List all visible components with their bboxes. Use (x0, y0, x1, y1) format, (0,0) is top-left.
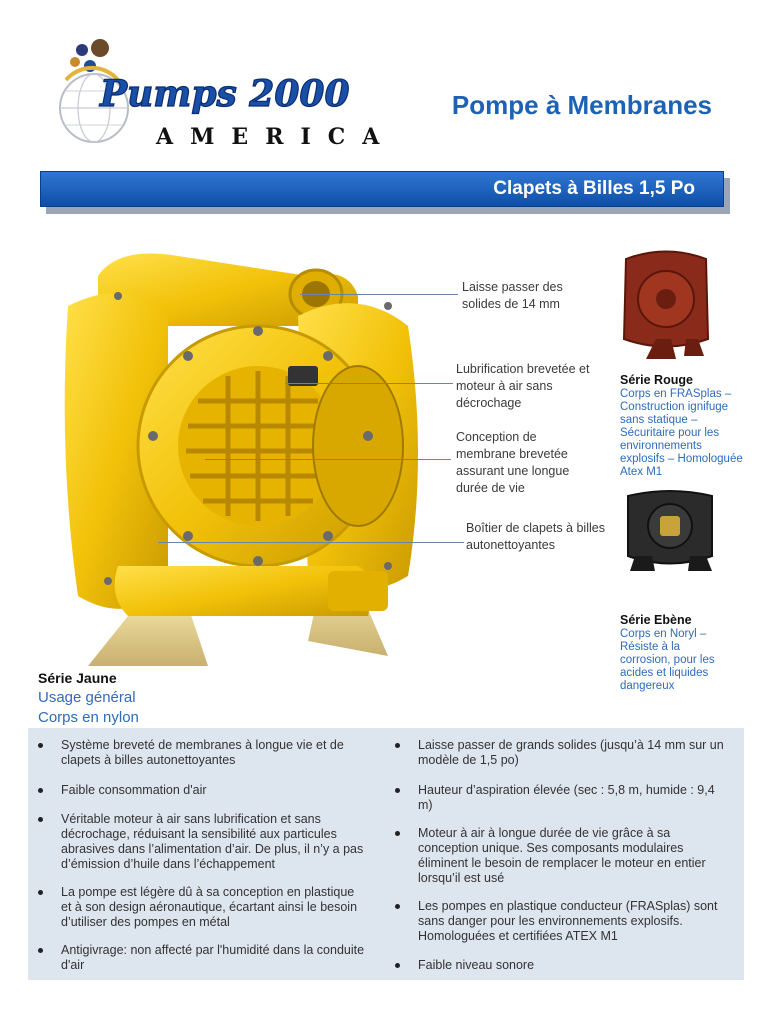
callout-lubrication-line2: moteur à air sans (456, 379, 553, 393)
series-black-desc-line: acides et liquides (620, 667, 709, 679)
main-pump-image (58, 236, 438, 676)
black-pump-image (620, 486, 720, 576)
callout-diaphragm-line2: membrane brevetée (456, 447, 568, 461)
feature-line: abrasives dans l’alimentation d’air. De plus, il n’y a pas (61, 842, 364, 856)
series-black-description (620, 628, 715, 693)
callout-ball-valve-line2: autonettoyantes (466, 538, 555, 552)
callout-lubrication (456, 361, 589, 412)
feature-line: Moteur à air à longue durée de vie grâce à sa (418, 826, 671, 840)
feature-right-4 (418, 899, 717, 944)
feature-left-2 (61, 783, 207, 798)
title-bar (40, 171, 724, 207)
series-red-desc-line: environnements (620, 440, 702, 452)
series-red-desc-line: Atex M1 (620, 466, 663, 478)
callout-line-2 (285, 383, 453, 384)
feature-line: conception unique. Ses composants modulaires (418, 841, 684, 855)
bullet-icon (38, 743, 43, 748)
series-black-desc-line: Résiste à la (620, 641, 681, 653)
feature-left-1 (61, 738, 344, 768)
callout-solids-line2: solides de 14 mm (462, 297, 560, 311)
bullet-icon (395, 904, 400, 909)
series-red-desc-line: Sécuritaire pour les (620, 427, 720, 439)
logo-graphic (56, 36, 397, 156)
feature-line: et à son design aéronautique, écartant ainsi le besoin (61, 900, 358, 914)
bullet-icon (395, 743, 400, 748)
callout-lubrication-line1: Lubrification brevetée et (456, 362, 590, 376)
feature-line: m) (418, 798, 433, 812)
feature-right-5 (418, 958, 534, 973)
feature-line: Les pompes en plastique conducteur (FRASplas) sont (418, 899, 718, 913)
callout-line-1 (300, 294, 458, 295)
red-pump-image (616, 244, 716, 364)
feature-left-4 (61, 885, 357, 930)
title-bar-text: Clapets à Billes 1,5 Po (493, 178, 695, 199)
callout-ball-valve-line1: Boîtier de clapets à billes (466, 521, 605, 535)
bullet-icon (38, 890, 43, 895)
bullet-icon (38, 817, 43, 822)
feature-left-5 (61, 943, 364, 973)
callout-ball-valve (466, 520, 605, 554)
series-red-desc-line: explosifs – Homologuée (620, 453, 743, 465)
feature-right-2 (418, 783, 715, 813)
feature-line: clapets à billes autonettoyantes (61, 753, 236, 767)
callout-line-3 (205, 459, 451, 460)
bullet-icon (38, 788, 43, 793)
feature-line: Laisse passer de grands solides (jusqu’à 14 mm sur un (418, 738, 724, 752)
feature-line: Système breveté de membranes à longue vie et de (61, 738, 344, 752)
feature-right-3 (418, 826, 706, 886)
callout-line-4 (158, 542, 464, 543)
series-yellow-title: Série Jaune (38, 670, 117, 686)
feature-line: Véritable moteur à air sans lubrification et sans (61, 812, 321, 826)
feature-right-1 (418, 738, 724, 768)
series-red-desc-line: sans statique – (620, 414, 698, 426)
feature-line: lorsqu’il est usé (418, 871, 505, 885)
feature-line: Antigivrage: non affecté par l'humidité dans la conduite (61, 943, 365, 957)
series-red-title: Série Rouge (620, 373, 693, 387)
feature-line: La pompe est légère dû à sa conception en plastique (61, 885, 355, 899)
company-logo (56, 36, 397, 156)
bullet-icon (395, 963, 400, 968)
logo-brand-text: Pumps 2000 (100, 73, 350, 115)
feature-line: d'air (61, 958, 85, 972)
feature-line: d’utiliser des pompes en métal (61, 915, 230, 929)
series-black-title: Série Ebène (620, 613, 692, 627)
callout-diaphragm-line4: durée de vie (456, 481, 525, 495)
callout-diaphragm (456, 429, 569, 497)
feature-line: décrochage, réduisant la sensibilité aux particules (61, 827, 337, 841)
page-title: Pompe à Membranes (451, 90, 712, 120)
callout-diaphragm-line1: Conception de (456, 430, 537, 444)
bullet-icon (395, 831, 400, 836)
feature-line: Faible consommation d'air (61, 783, 207, 797)
series-yellow-body: Corps en nylon (38, 709, 139, 726)
callout-solids (462, 279, 563, 313)
series-yellow-usage: Usage général (38, 689, 136, 706)
feature-line: Faible niveau sonore (418, 958, 535, 972)
feature-line: éliminent le besoin de remplacer le moteur en entier (418, 856, 706, 870)
bullet-icon (395, 788, 400, 793)
series-red-desc-line: Construction ignifuge (620, 401, 729, 413)
series-red-desc-line: Corps en FRASplas – (620, 388, 732, 400)
feature-line: Hauteur d’aspiration élevée (sec : 5,8 m, humide : 9,4 (418, 783, 715, 797)
series-red-description (620, 388, 743, 479)
callout-lubrication-line3: décrochage (456, 396, 522, 410)
feature-line: d’émission d’huile dans l’échappement (61, 857, 276, 871)
feature-line: Homologuées et certifiées ATEX M1 (418, 929, 618, 943)
series-black-desc-line: dangereux (620, 680, 675, 692)
feature-line: sans danger pour les environnements explosifs. (418, 914, 683, 928)
feature-left-3 (61, 812, 363, 872)
series-black-desc-line: corrosion, pour les (620, 654, 715, 666)
callout-solids-line1: Laisse passer des (462, 280, 563, 294)
callout-diaphragm-line3: assurant une longue (456, 464, 570, 478)
bullet-icon (38, 948, 43, 953)
features-panel (28, 728, 744, 980)
series-black-desc-line: Corps en Noryl – (620, 628, 707, 640)
feature-line: modèle de 1,5 po) (418, 753, 519, 767)
logo-sub-text: AMERICA (156, 124, 397, 150)
